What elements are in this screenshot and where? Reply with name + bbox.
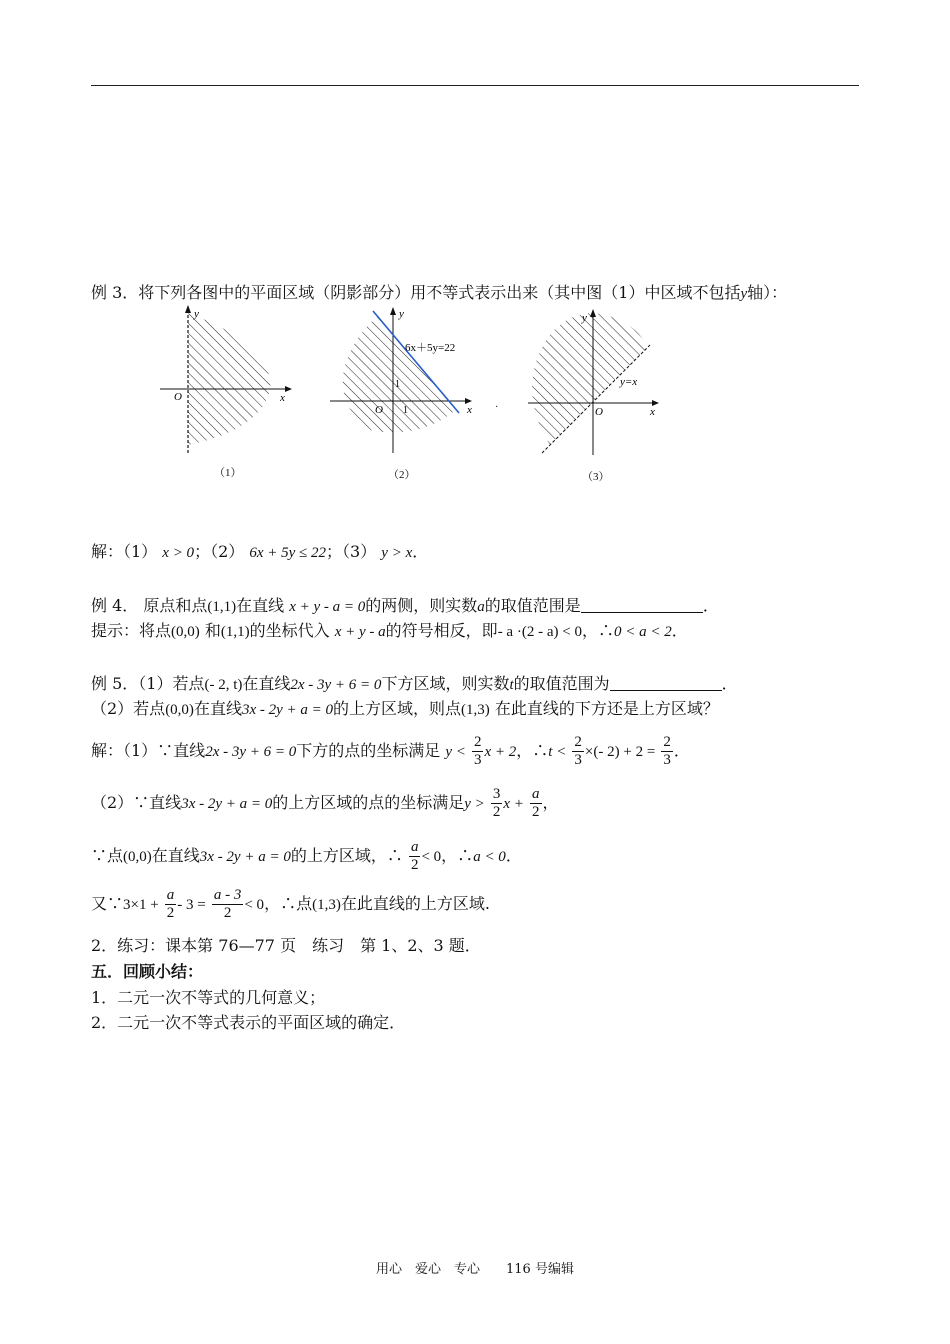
figure-2-label: （2） [388, 469, 416, 481]
svg-text:x: x [467, 404, 472, 416]
answer-blank[interactable] [581, 596, 703, 613]
example4-hint: 提示：将点(0,0) 和(1,1)的坐标代入 x + y - a的符号相反，即- a ·(2 - a) < 0，∴0 < a < 2． [91, 621, 688, 640]
shaded-region [335, 315, 465, 445]
svg-text:y: y [194, 308, 199, 320]
page-footer: 用心 爱心 专心 116 号编辑 [376, 1262, 574, 1277]
example5-solution-4: 又∵3×1 + $\frac{a}{2}$ - 3 = $\frac{a - 3}{2}$ < 0，∴点(1,3)在此直线的上方区域. [91, 887, 490, 921]
svg-text:O: O [595, 406, 603, 418]
figure-2 [325, 305, 480, 455]
figure-3-label: （3） [582, 471, 610, 483]
svg-text:1: 1 [403, 405, 408, 416]
example3-solution: 解：（1） x > 0；（2） 6x + 5y ≤ 22；（3） y > x． [91, 542, 429, 561]
example5-q1: 例 5．（1）若点(- 2, t)在直线2x - 3y + 6 = 0下方区域，则实数t的取值范围为 ． [91, 674, 738, 693]
line-equation-label: 6x＋5y=22 [405, 342, 456, 354]
shaded-region [188, 313, 278, 448]
svg-text:y: y [582, 312, 587, 324]
svg-text:x: x [280, 392, 285, 404]
svg-text:1: 1 [395, 379, 400, 390]
example5-solution-3: ∵点(0,0)在直线3x - 2y + a = 0的上方区域，∴ $\frac{a}{2}$ < 0，∴a < 0． [91, 839, 522, 873]
answer-blank[interactable] [610, 674, 722, 691]
figure-1-label: （1） [214, 467, 242, 479]
svg-text:O: O [375, 404, 383, 416]
svg-text:y: y [399, 308, 404, 320]
summary-item-1: 1．二元一次不等式的几何意义； [91, 988, 326, 1007]
example3-title: 例 3．将下列各图中的平面区域（阴影部分）用不等式表示出来（其中图（1）中区域不包括y轴）： [91, 283, 788, 302]
practice-line: 2．练习：课本第 76—77 页 练习 第 1、2、3 题． [91, 936, 481, 955]
svg-text:x: x [650, 406, 655, 418]
example5-q2: （2）若点(0,0)在直线3x - 2y + a = 0的上方区域，则点(1,3) 在此直线的下方还是上方区域？ [91, 699, 719, 718]
example5-solution-1: 解：（1）∵直线2x - 3y + 6 = 0下方的点的坐标满足 y < $\frac{2}{3}$ x + 2，∴t < $\frac{2}{3}$ ×(- 2) + 2 = $\frac{2}{3}$ ． [91, 734, 690, 768]
origin-label: O [174, 391, 182, 403]
example5-solution-2: （2）∵直线3x - 2y + a = 0的上方区域的点的坐标满足y > $\frac{3}{2}$ x + $\frac{a}{2}$ ， [91, 786, 559, 820]
example4-question: 例 4． 原点和点(1,1)在直线 x + y - a = 0的两侧，则实数a的取值范围是 ． [91, 596, 719, 615]
line-equation-label: y=x [620, 376, 638, 388]
header-rule [91, 85, 859, 86]
figure-1 [150, 305, 300, 455]
figure-3 [520, 305, 670, 460]
stray-dot: · [495, 402, 499, 413]
summary-item-2: 2．二元一次不等式表示的平面区域的确定． [91, 1013, 406, 1032]
summary-heading: 五．回顾小结： [91, 962, 204, 981]
